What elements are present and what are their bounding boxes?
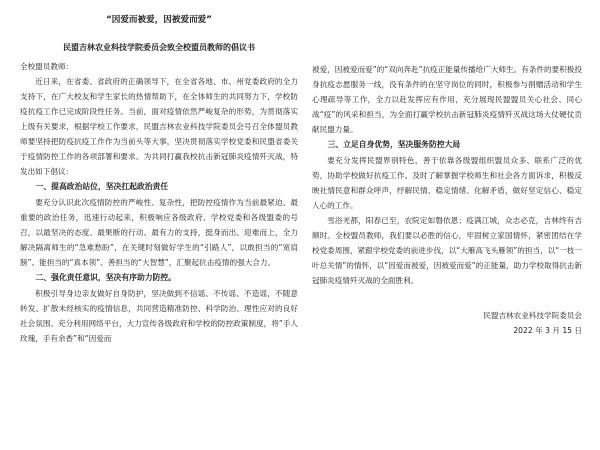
section-3-body-1: 要充分发挥民盟界别特色，善于依靠各级盟组织盟员众多、联系广泛的优势，协助学校做好抗疫工作。及时了解掌握学校师生和社会各方面诉求，积极反映社情民意和群众呼声，纾解民情、稳定情绪、化解矛盾，做好坚定信心、稳定人心的工作。: [312, 156, 582, 210]
right-column: [312, 62, 582, 338]
document-title: “因爱而被爱，因被爱而爱”: [106, 15, 212, 25]
section-1-heading: 一、提高政治站位，坚决扛起政治责任: [35, 182, 169, 191]
section-3-body-2: 雪浴羌都，阳春已至，农院定如磐依恩；疫满江城，众志必克，吉林终有吉顺时。全校盟员教师，我们要以必胜的信心，牢固树立家国情怀，紧密团结在学校党委周围，紧跟学校党委的前进步伐，以“大雁高飞头雁领”的担当，以“一枝一叶总关情”的情怀，以“因爱而被爱，因被爱而爱”的正能量，助力学校取得抗击新冠肺炎疫情歼灭战的全面胜利。: [312, 216, 582, 285]
signature-date: 2022 年 3 月 15 日: [513, 326, 582, 335]
left-column: [20, 14, 298, 346]
section-1-body: 要充分认识此次疫情防控的严峻性、复杂性，把防控疫情作为当前最紧迫、最重要的政治任务，迅速行动起来，积极响应各级政府、学校党委和各级盟委的号召，以最坚决的态度、最果断的行动、最有力的支持，挺身而出、迎难而上，全力解决隔离师生的“急难愁盼”，在关键时刻做好学生的“引路人”，以敢担当的“宽肩膀”、能担当的“真本领”、善担当的“大智慧”，汇聚起抗击疫情的强大合力。: [20, 198, 298, 267]
section-2-heading: 二、强化责任意识，坚决有序助力防控。: [35, 273, 176, 282]
section-3-heading: 三、立足自身优势，坚决服务防控大局: [327, 140, 461, 149]
intro-paragraph: 近日来，在省委、省政府的正确领导下，在全省各地、市、州党委政府的全力支持下，在广大校友和学生家长的热情帮助下，在全体师生的共同努力下，学校防疫抗疫工作已完成阶段性任务。当前，面对疫情依然严峻复杂的形势，为贯彻落实上级有关要求，根据学校工作要求，民盟吉林农业科技学院委员会号召全体盟员教师要坚持把防疫抗疫工作作为当前头等大事，坚决贯彻落实学校党委和民盟省委关于疫情防控工作的各项部署和要求。为共同打赢我校抗击新冠肺炎疫情歼灭战，特发出如下倡议：: [20, 77, 298, 176]
section-2-body-right: 被爱，因被爱而爱”的“双向奔赴”抗疫正能量传播给广大师生。有条件的要积极投身抗疫志愿服务一线，没有条件的在坚守岗位的同时，积极参与捐赠活动和学生心理疏导等工作，全力以赴发挥应有作用，充分展现民盟盟员关心社会、同心战“疫”的风采和担当，为全面打赢学校抗击新冠肺炎疫情歼灭战这场大仗硬仗贡献民盟力量。: [312, 65, 582, 134]
salutation: 全校盟员教师：: [20, 62, 74, 71]
section-2-body-left: 积极引导身边亲友做好自身防护，坚决做到不信谣、不传谣、不造谣，不随意转发、扩散未经核实的疫情信息，共同营造精准防控、科学防治、理性应对的良好社会氛围。充分利用网络平台，大力宣传各级政府和学校的防控政策制度，将“手人玫瑰，手有余香”和“因爱而: [20, 289, 298, 343]
signature: 民盟吉林农业科技学院委员会: [483, 311, 582, 320]
document-subtitle: 民盟吉林农业科技学院委员会致全校盟员教师的倡议书: [63, 43, 255, 52]
